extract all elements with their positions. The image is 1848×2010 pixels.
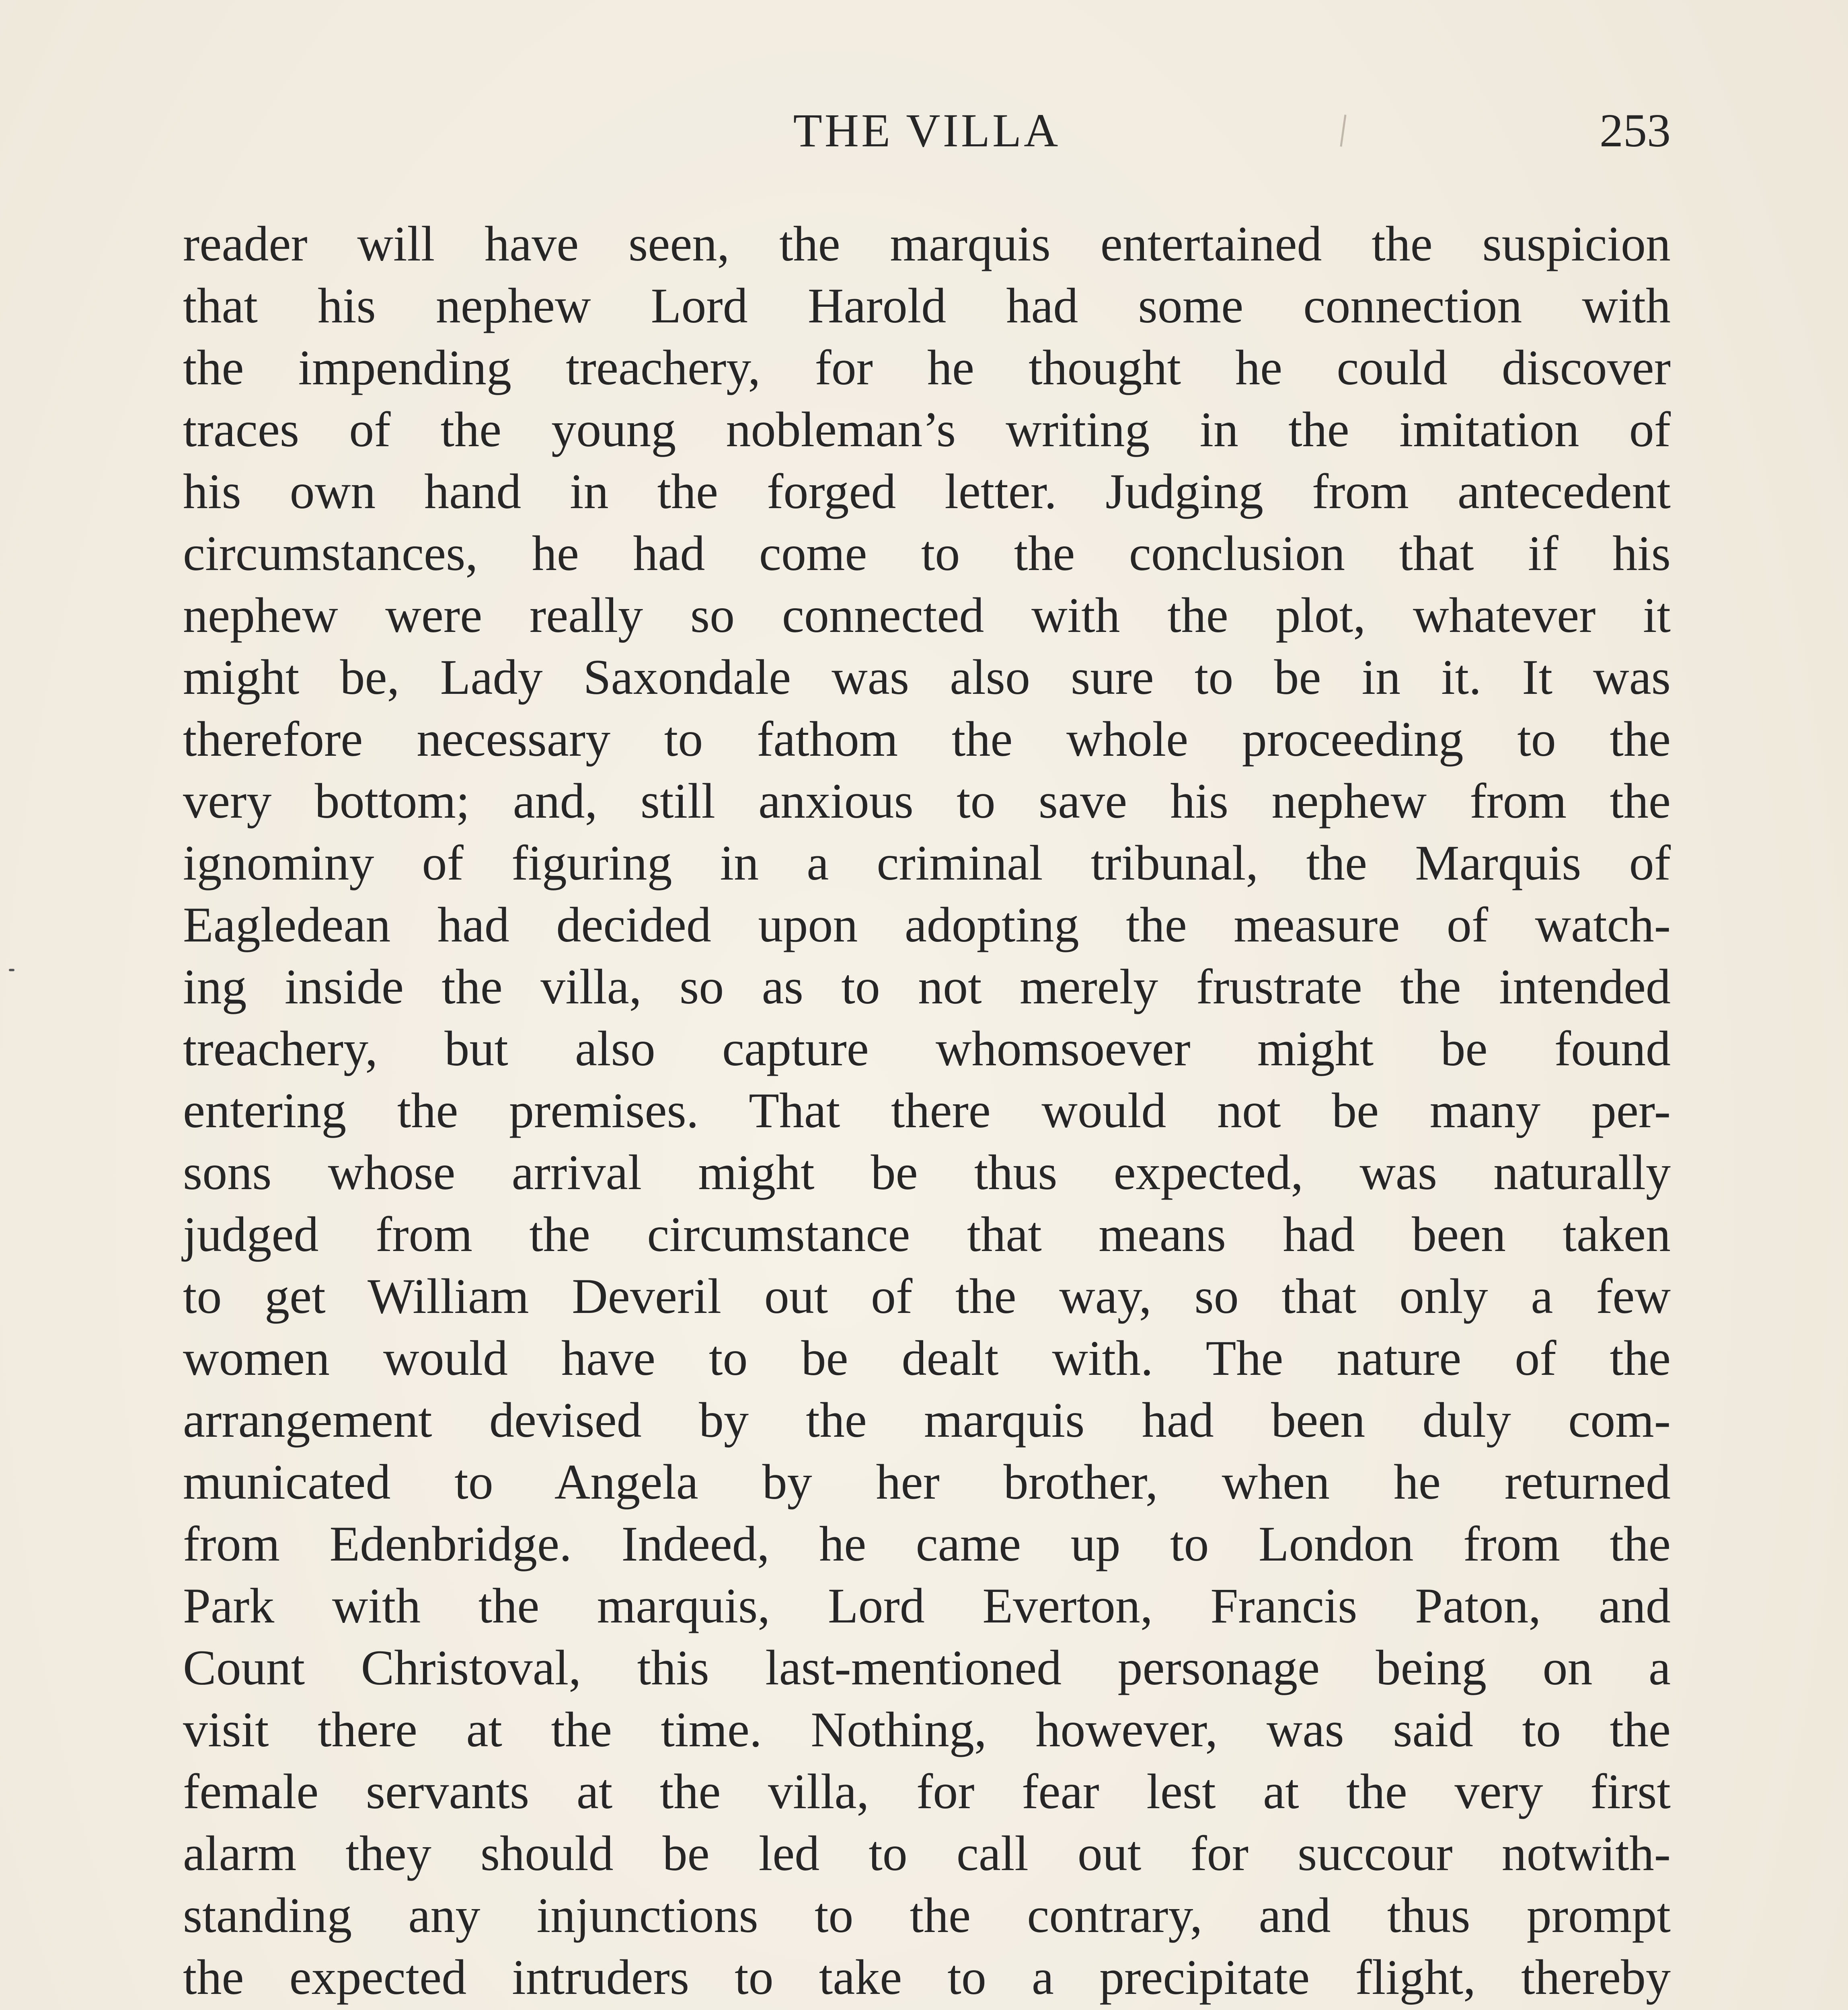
text-line: his own hand in the forged letter. Judging from antecedent [183,464,1671,519]
text-line: treachery, but also capture whomsoever might be found [183,1021,1671,1076]
text-line: female servants at the villa, for fear lest at the very first [183,1764,1671,1819]
text-line: therefore necessary to fathom the whole proceeding to the [183,712,1671,767]
text-line: the impending treachery, for he thought he could discover [183,340,1671,395]
running-head [183,96,1671,165]
text-line: nephew were really so connected with the plot, whatever it [183,588,1671,643]
text-line: ing inside the villa, so as to not merely frustrate the intended [183,959,1671,1014]
text-line: visit there at the time. Nothing, however, was said to the [183,1702,1671,1757]
text-line: entering the premises. That there would not be many per- [183,1083,1671,1138]
text-line: Park with the marquis, Lord Everton, Francis Paton, and [183,1578,1671,1633]
text-line: to get William Deveril out of the way, so that only a few [183,1269,1671,1324]
text-line: arrangement devised by the marquis had been duly com- [183,1393,1671,1448]
text-line: circumstances, he had come to the conclusion that if his [183,526,1671,581]
text-line: Count Christoval, this last-mentioned personage being on a [183,1640,1671,1695]
text-line: women would have to be dealt with. The nature of the [183,1331,1671,1386]
text-line: the expected intruders to take to a precipitate flight, thereby [183,1950,1671,2005]
text-line: alarm they should be led to call out for succour notwith- [183,1826,1671,1881]
text-line: might be, Lady Saxondale was also sure to be in it. It was [183,650,1671,705]
chapter-title: THE VILLA [793,104,1061,157]
body-text [183,213,1671,2010]
text-line: from Edenbridge. Indeed, he came up to London from the [183,1516,1671,1571]
text-line: judged from the circumstance that means had been taken [183,1207,1671,1262]
text-line: Eagledean had decided upon adopting the measure of watch- [183,897,1671,952]
text-line: traces of the young nobleman’s writing in the imitation of [183,402,1671,457]
text-line: reader will have seen, the marquis entertained the suspicion [183,216,1671,271]
text-line: very bottom; and, still anxious to save his nephew from the [183,773,1671,829]
text-line: ignominy of figuring in a criminal tribunal, the Marquis of [183,835,1671,890]
paragraph [183,213,1671,2010]
text-line: sons whose arrival might be thus expected, was naturally [183,1145,1671,1200]
text-line: that his nephew Lord Harold had some connection with [183,278,1671,333]
text-line: municated to Angela by her brother, when he returned [183,1454,1671,1510]
page-number: 253 [1600,104,1671,157]
margin-mark [9,969,14,971]
text-line: standing any injunctions to the contrary, and thus prompt [183,1888,1671,1943]
text-line [183,2008,1671,2010]
